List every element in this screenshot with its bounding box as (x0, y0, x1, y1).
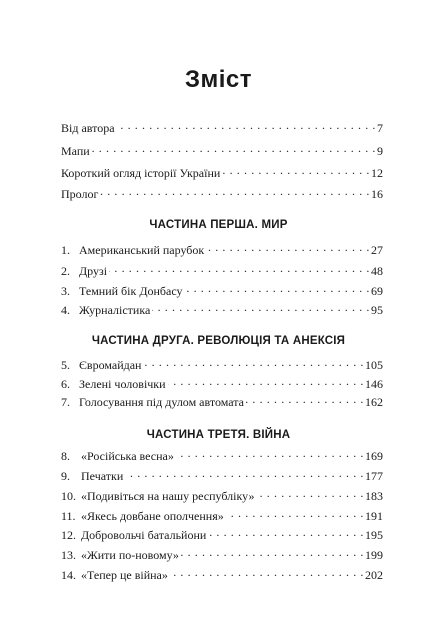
toc-entry-number: 10. (61, 489, 76, 503)
toc-entry-label: Темний бік Донбасу (79, 284, 183, 298)
toc-entry-number: 9. (61, 469, 70, 483)
toc-entry-label: Євромайдан (79, 358, 142, 372)
toc-entry[interactable] (61, 486, 383, 503)
toc-entry-number: 8. (61, 449, 70, 463)
toc-entry-label: Журналістика (79, 303, 151, 317)
toc-entry[interactable] (61, 281, 383, 298)
toc-entry-label: Зелені чоловічки (79, 377, 166, 391)
toc-entry-label: «Якесь довбане ополчення» (81, 509, 224, 523)
toc-entry-number: 14. (61, 568, 76, 582)
toc-entry-page: 191 (365, 509, 383, 523)
toc-leader-dots (152, 300, 370, 314)
toc-entry[interactable] (61, 355, 383, 372)
toc-entry-page: 105 (365, 358, 383, 372)
toc-entry-page: 7 (377, 121, 383, 135)
toc-entry[interactable] (61, 240, 383, 257)
toc-leader-dots (246, 392, 364, 406)
toc-leader-dots (168, 374, 364, 388)
toc-entry-number: 4. (61, 303, 70, 317)
toc-entry-page: 202 (365, 568, 383, 582)
toc-entry[interactable] (61, 118, 383, 135)
toc-leader-dots (143, 355, 364, 369)
toc-entry-label: Мапи (61, 144, 90, 158)
toc-leader-dots (170, 565, 364, 579)
toc-entry[interactable] (61, 525, 383, 542)
toc-entry-label: Від автора (61, 121, 115, 135)
toc-entry-page: 169 (365, 449, 383, 463)
toc-entry-number: 3. (61, 284, 70, 298)
toc-entry-page: 162 (365, 395, 383, 409)
toc-leader-dots (256, 486, 364, 500)
part-heading: ЧАСТИНА ДРУГА. РЕВОЛЮЦІЯ ТА АНЕКСІЯ (91, 335, 346, 347)
toc-entry-number: 7. (61, 395, 70, 409)
toc-entry[interactable] (61, 261, 383, 278)
toc-leader-dots (185, 281, 370, 295)
toc-entry-label: Короткий огляд історії України (61, 166, 221, 180)
toc-entry-page: 95 (371, 303, 383, 317)
toc-leader-dots (117, 118, 376, 132)
toc-entry-label: Американський парубок (79, 243, 205, 257)
toc-entry-number: 13. (61, 548, 76, 562)
toc-entry[interactable] (61, 446, 383, 463)
toc-leader-dots (206, 240, 370, 254)
toc-entry[interactable] (61, 392, 383, 409)
toc-entry-label: Друзі (79, 264, 108, 278)
toc-entry-label: «Подивіться на нашу республіку» (81, 489, 255, 503)
toc-entry-number: 12. (61, 528, 76, 542)
toc-leader-dots (176, 446, 364, 460)
toc-leader-dots (181, 545, 364, 559)
toc-leader-dots (100, 184, 370, 198)
toc-entry-page: 183 (365, 489, 383, 503)
toc-entry[interactable] (61, 374, 383, 391)
toc-leader-dots (109, 261, 370, 275)
toc-entry-number: 2. (61, 264, 70, 278)
toc-entry-page: 27 (371, 243, 383, 257)
toc-entry-number: 11. (61, 509, 76, 523)
toc-entry[interactable] (61, 184, 383, 201)
toc-entry[interactable] (61, 300, 383, 317)
part-heading: ЧАСТИНА ТРЕТЯ. ВІЙНА (146, 429, 291, 441)
toc-entry[interactable] (61, 141, 383, 158)
toc-entry-label: «Російська весна» (81, 449, 174, 463)
toc-entry-page: 9 (377, 144, 383, 158)
toc-entry-page: 146 (365, 377, 383, 391)
toc-entry-page: 177 (365, 469, 383, 483)
page-title: Зміст (184, 66, 253, 93)
toc-entry-number: 6. (61, 377, 70, 391)
toc-entry-label: Пролог (61, 187, 99, 201)
toc-entry-label: Печатки (81, 469, 124, 483)
toc-leader-dots (92, 141, 376, 155)
toc-entry[interactable] (61, 565, 383, 582)
toc-entry-page: 199 (365, 548, 383, 562)
toc-leader-dots (208, 525, 364, 539)
toc-entry-number: 5. (61, 358, 70, 372)
toc-entry[interactable] (61, 466, 383, 483)
toc-entry-page: 16 (371, 187, 383, 201)
toc-entry[interactable] (61, 163, 383, 180)
toc-entry-page: 69 (371, 284, 383, 298)
toc-leader-dots (226, 506, 364, 520)
toc-leader-dots (222, 163, 370, 177)
toc-entry[interactable] (61, 506, 383, 523)
toc-entry-label: «Жити по-новому» (81, 548, 179, 562)
toc-entry-page: 48 (371, 264, 383, 278)
toc-entry-label: «Тепер це війна» (81, 568, 168, 582)
toc-entry-label: Голосування під дулом автомата (79, 395, 244, 409)
toc-leader-dots (125, 466, 364, 480)
toc-entry-label: Добровольчі батальйони (81, 528, 207, 542)
toc-entry-page: 195 (365, 528, 383, 542)
toc-entry[interactable] (61, 545, 383, 562)
toc-entry-number: 1. (61, 243, 70, 257)
toc-entry-page: 12 (371, 166, 383, 180)
part-heading: ЧАСТИНА ПЕРША. МИР (149, 219, 288, 231)
